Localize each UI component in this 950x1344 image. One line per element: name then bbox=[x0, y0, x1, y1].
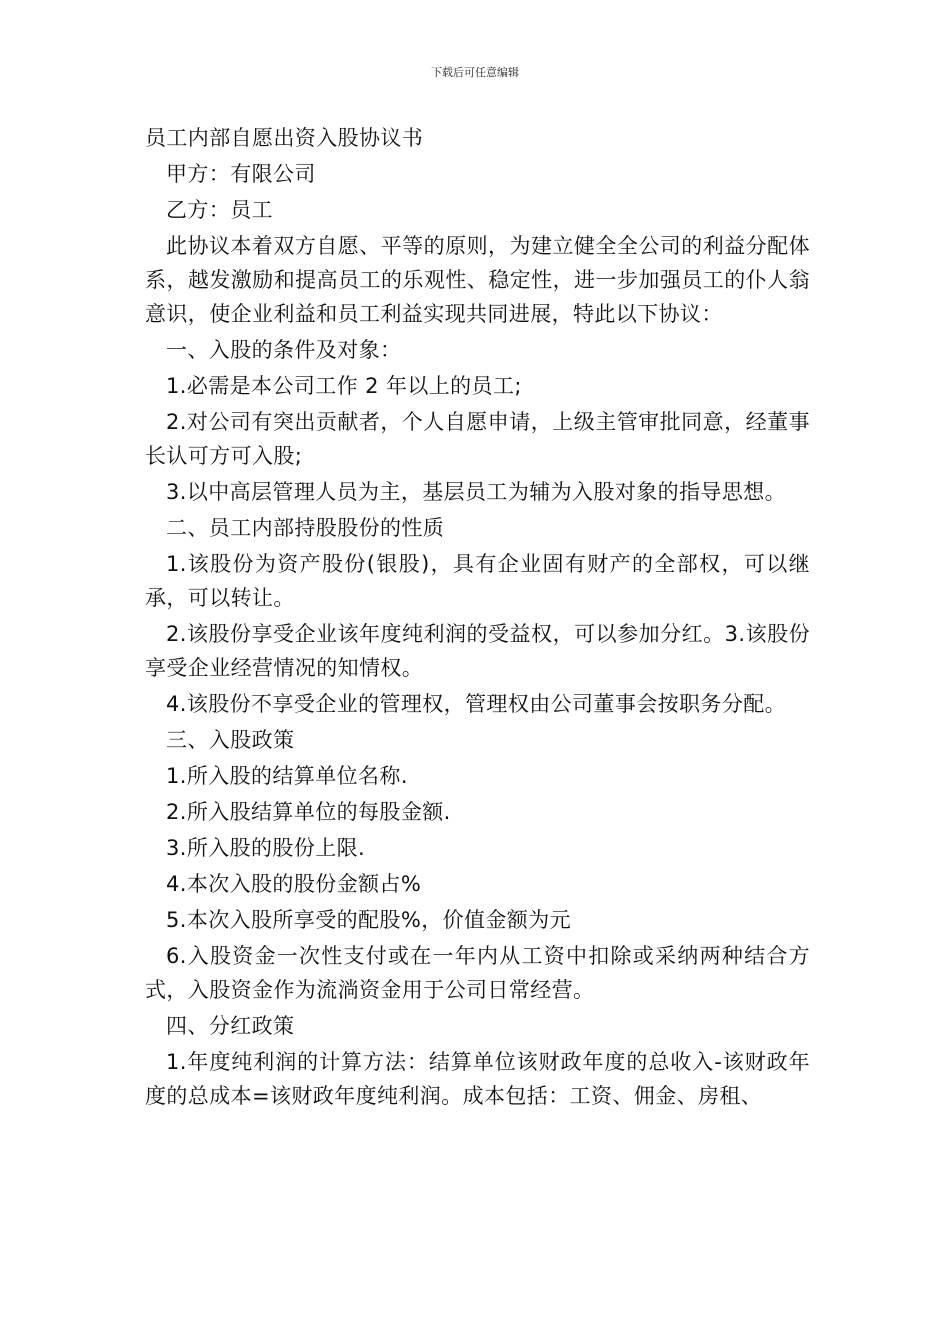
section1-heading: 一、入股的条件及对象： bbox=[166, 338, 402, 362]
section1-item-2: 2.对公司有突出贡献者，个人自愿申请，上级主管审批同意，经董事长认可方可入股; bbox=[145, 410, 810, 468]
document-body bbox=[145, 121, 810, 1115]
section2-heading: 二、员工内部持股股份的性质 bbox=[166, 516, 445, 540]
section3-item-1: 1.所入股的结算单位名称. bbox=[166, 764, 408, 788]
section3-item-3: 3.所入股的股份上限. bbox=[166, 836, 366, 860]
section3-heading: 三、入股政策 bbox=[166, 728, 295, 752]
section3-item-4: 4.本次入股的股份金额占% bbox=[166, 872, 422, 896]
section3-item-6: 6.入股资金一次性支付或在一年内从工资中扣除或采纳两种结合方式，入股资金作为流淌资金用于公司日常经营。 bbox=[145, 944, 810, 1002]
party-a: 甲方：有限公司 bbox=[166, 162, 316, 186]
section2-item-1: 1.该股份为资产股份(银股)，具有企业固有财产的全部权，可以继承，可以转让。 bbox=[145, 552, 810, 610]
section2-item-2: 2.该股份享受企业该年度纯利润的受益权，可以参加分红。3.该股份享受企业经营情况的知情权。 bbox=[145, 622, 810, 680]
section2-item-4: 4.该股份不享受企业的管理权，管理权由公司董事会按职务分配。 bbox=[166, 692, 787, 716]
section1-item-3: 3.以中高层管理人员为主，基层员工为辅为入股对象的指导思想。 bbox=[166, 480, 787, 504]
section1-item-1: 1.必需是本公司工作 2 年以上的员工; bbox=[166, 374, 522, 398]
section4-item-1: 1.年度纯利润的计算方法：结算单位该财政年度的总收入-该财政年度的总成本=该财政年度纯利润。成本包括：工资、佣金、房租、 bbox=[145, 1050, 810, 1108]
intro-paragraph: 此协议本着双方自愿、平等的原则，为建立健全全公司的利益分配体系，越发激励和提高员工的乐观性、稳定性，进一步加强员工的仆人翁意识，使企业利益和员工利益实现共同进展，特此以下协议： bbox=[145, 234, 810, 326]
section4-heading: 四、分红政策 bbox=[166, 1014, 295, 1038]
header-note: 下载后可任意编辑 bbox=[431, 66, 519, 79]
party-b: 乙方：员工 bbox=[166, 198, 273, 222]
section3-item-5: 5.本次入股所享受的配股%，价值金额为元 bbox=[166, 908, 571, 932]
section3-item-2: 2.所入股结算单位的每股金额. bbox=[166, 800, 451, 824]
document-title: 员工内部自愿出资入股协议书 bbox=[145, 126, 424, 150]
